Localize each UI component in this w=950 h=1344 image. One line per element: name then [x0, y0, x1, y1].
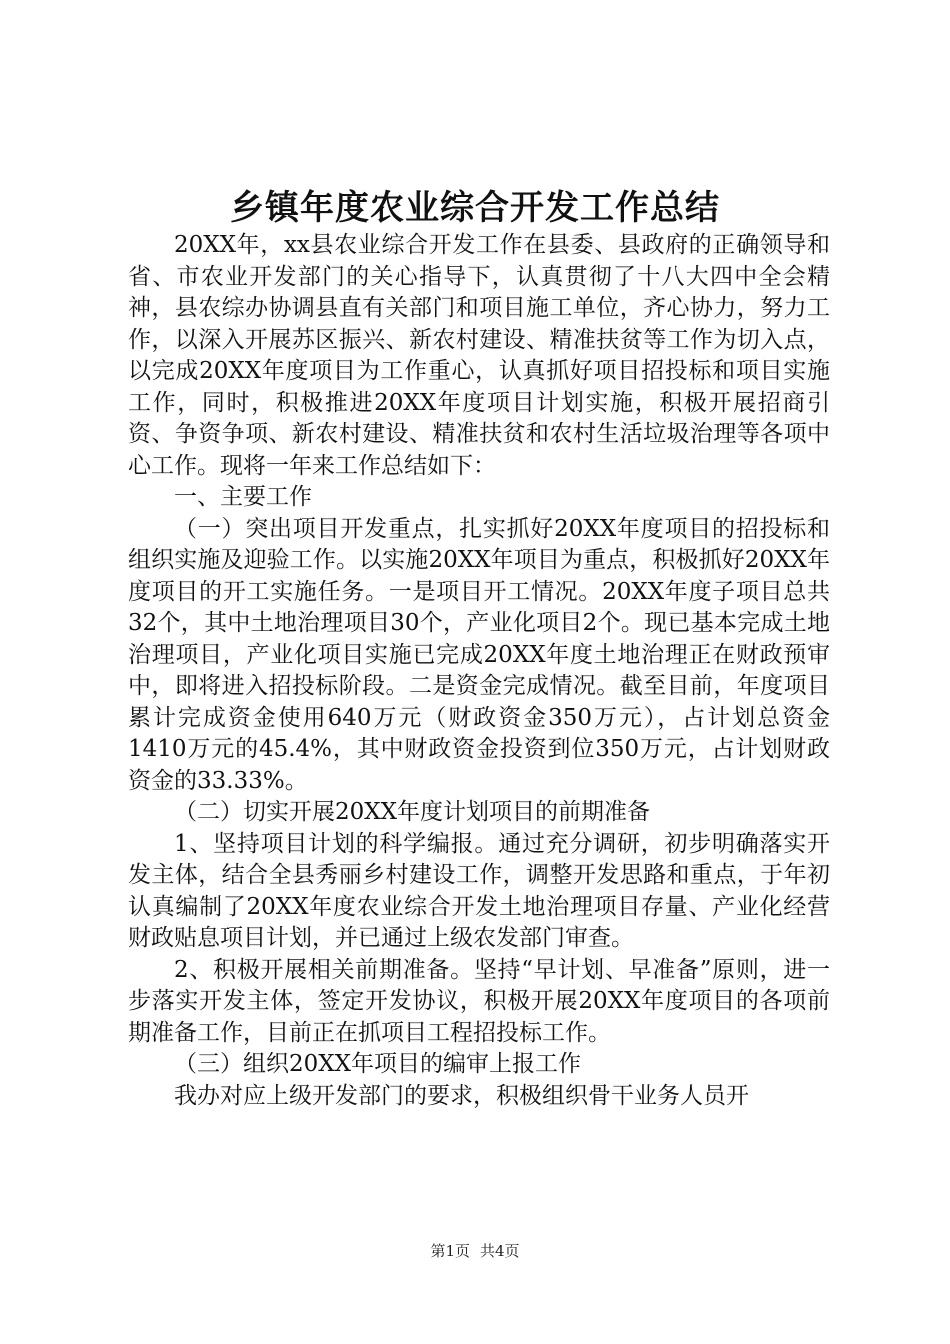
subsection-2-heading: （二）切实开展20XX年度计划项目的前期准备: [174, 799, 651, 825]
page-footer: [0, 1240, 950, 1262]
section-heading-main-work: 一、主要工作: [174, 484, 312, 510]
page-number: 第1页: [430, 1242, 470, 1260]
document-title: 乡镇年度农业综合开发工作总结: [230, 188, 720, 228]
subsection-2-item-1: 1、坚持项目计划的科学编报。通过充分调研，初步明确落实开发主体，结合全县秀丽乡村建设工作，调整开发思路和重点，于年初认真编制了20XX年度农业综合开发土地治理项目存量、产业化经营财政贴息项目计划，并已通过上级农发部门审查。: [128, 830, 830, 951]
page-total: 共4页: [480, 1242, 520, 1260]
subsection-3-heading: （三）组织20XX年项目的编审上报工作: [174, 1051, 582, 1077]
subsection-3-paragraph: 我办对应上级开发部门的要求，积极组织骨干业务人员开: [174, 1082, 749, 1109]
subsection-1-paragraph: （一）突出项目开发重点，扎实抓好20XX年度项目的招投标和组织实施及迎验工作。以实施20XX年项目为重点，积极抓好20XX年度项目的开工实施任务。一是项目开工情况。20XX年度子项目总共32个，其中土地治理项目30个，产业化项目2个。现已基本完成土地治理项目，产业化项目实施已完成20XX年度土地治理正在财政预审中，即将进入招投标阶段。二是资金完成情况。截至目前，年度项目累计完成资金使用640万元（财政资金350万元），占计划总资金1410万元的45.4%，其中财政资金投资到位350万元，占计划财政资金的33.33%。: [128, 515, 830, 794]
subsection-2-item-2: 2、积极开展相关前期准备。坚持“早计划、早准备”原则，进一步落实开发主体，签定开发协议，积极开展20XX年度项目的各项前期准备工作，目前正在抓项目工程招投标工作。: [128, 956, 830, 1046]
paragraph-intro: 20XX年，xx县农业综合开发工作在县委、县政府的正确领导和省、市农业开发部门的关心指导下，认真贯彻了十八大四中全会精神，县农综办协调县直有关部门和项目施工单位，齐心协力，努力工作，以深入开展苏区振兴、新农村建设、精准扶贫等工作为切入点，以完成20XX年度项目为工作重心，认真抓好项目招投标和项目实施工作，同时，积极推进20XX年度项目计划实施，积极开展招商引资、争资争项、新农村建设、精准扶贫和农村生活垃圾治理等各项中心工作。现将一年来工作总结如下：: [128, 232, 830, 479]
document-body: [128, 230, 830, 1112]
